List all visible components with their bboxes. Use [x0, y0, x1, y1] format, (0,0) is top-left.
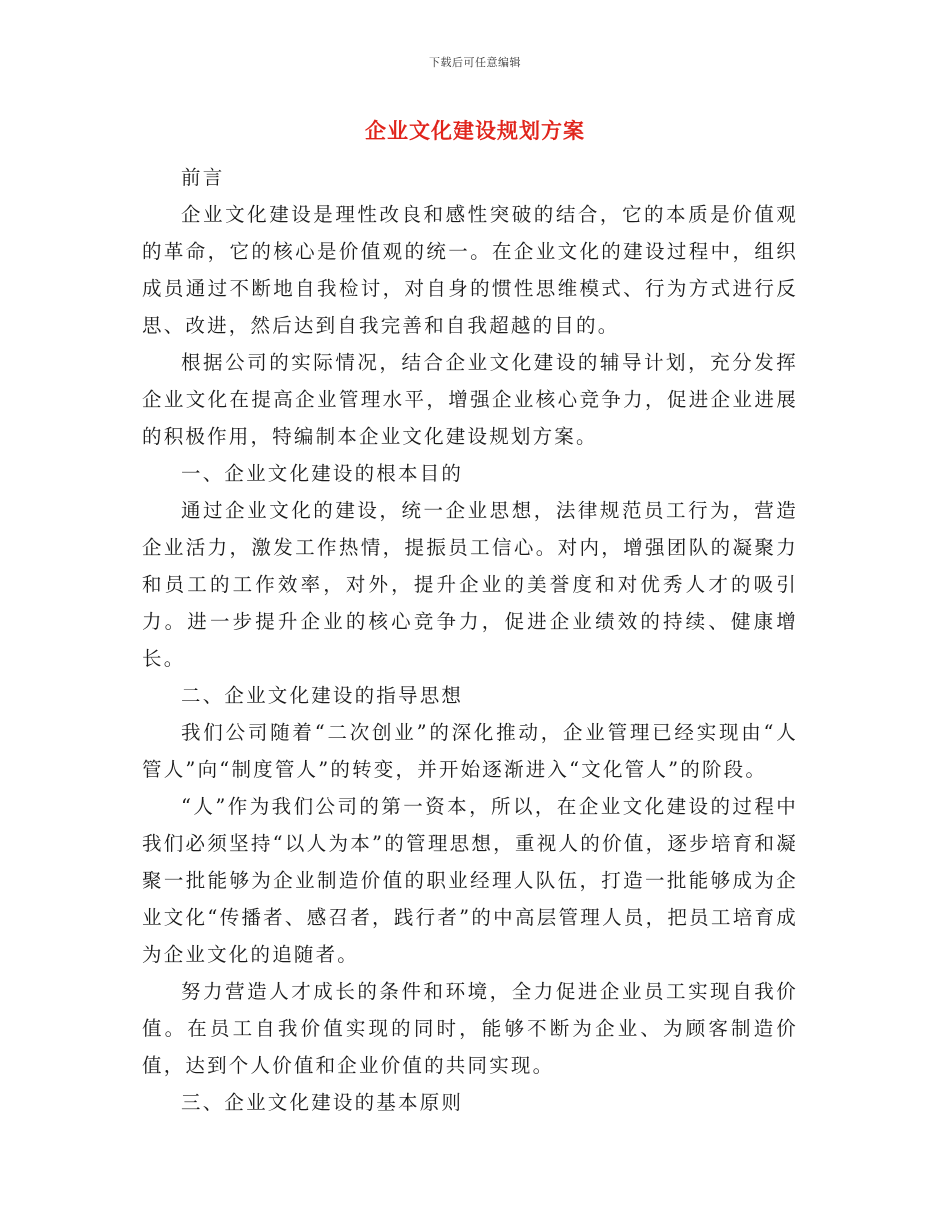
paragraph: 根据公司的实际情况，结合企业文化建设的辅导计划，充分发挥企业文化在提高企业管理水平，增强企业核心竞争力，促进企业进展的积极作用，特编制本企业文化建设规划方案。 [142, 351, 798, 448]
page-header: 下载后可任意编辑 [429, 56, 521, 69]
document-title: 企业文化建设规划方案 [365, 118, 585, 143]
section-heading: 三、企业文化建设的基本原则 [181, 1091, 464, 1114]
section-heading: 一、企业文化建设的根本目的 [181, 462, 464, 485]
paragraph: 企业文化建设是理性改良和感性突破的结合，它的本质是价值观的革命，它的核心是价值观的统一。在企业文化的建设过程中，组织成员通过不断地自我检讨，对自身的惯性思维模式、行为方式进行反思、改进，然后达到自我完善和自我超越的目的。 [142, 203, 798, 337]
document-body [142, 159, 798, 1121]
paragraph: “人”作为我们公司的第一资本，所以，在企业文化建设的过程中我们必须坚持“以人为本”的管理思想，重视人的价值，逐步培育和凝聚一批能够为企业制造价值的职业经理人队伍，打造一批能够成为企业文化“传播者、感召者，践行者”的中高层管理人员，把员工培育成为企业文化的追随者。 [142, 795, 798, 966]
paragraph: 努力营造人才成长的条件和环境，全力促进企业员工实现自我价值。在员工自我价值实现的同时，能够不断为企业、为顾客制造价值，达到个人价值和企业价值的共同实现。 [142, 980, 798, 1077]
paragraph: 通过企业文化的建设，统一企业思想，法律规范员工行为，营造企业活力，激发工作热情，提振员工信心。对内，增强团队的凝聚力和员工的工作效率，对外，提升企业的美誉度和对优秀人才的吸引力。进一步提升企业的核心竞争力，促进企业绩效的持续、健康增长。 [142, 499, 798, 670]
paragraph: 我们公司随着“二次创业”的深化推动，企业管理已经实现由“人管人”向“制度管人”的转变，并开始逐渐进入“文化管人”的阶段。 [142, 721, 798, 781]
paragraph-preface: 前言 [181, 166, 225, 189]
section-heading: 二、企业文化建设的指导思想 [181, 684, 464, 707]
